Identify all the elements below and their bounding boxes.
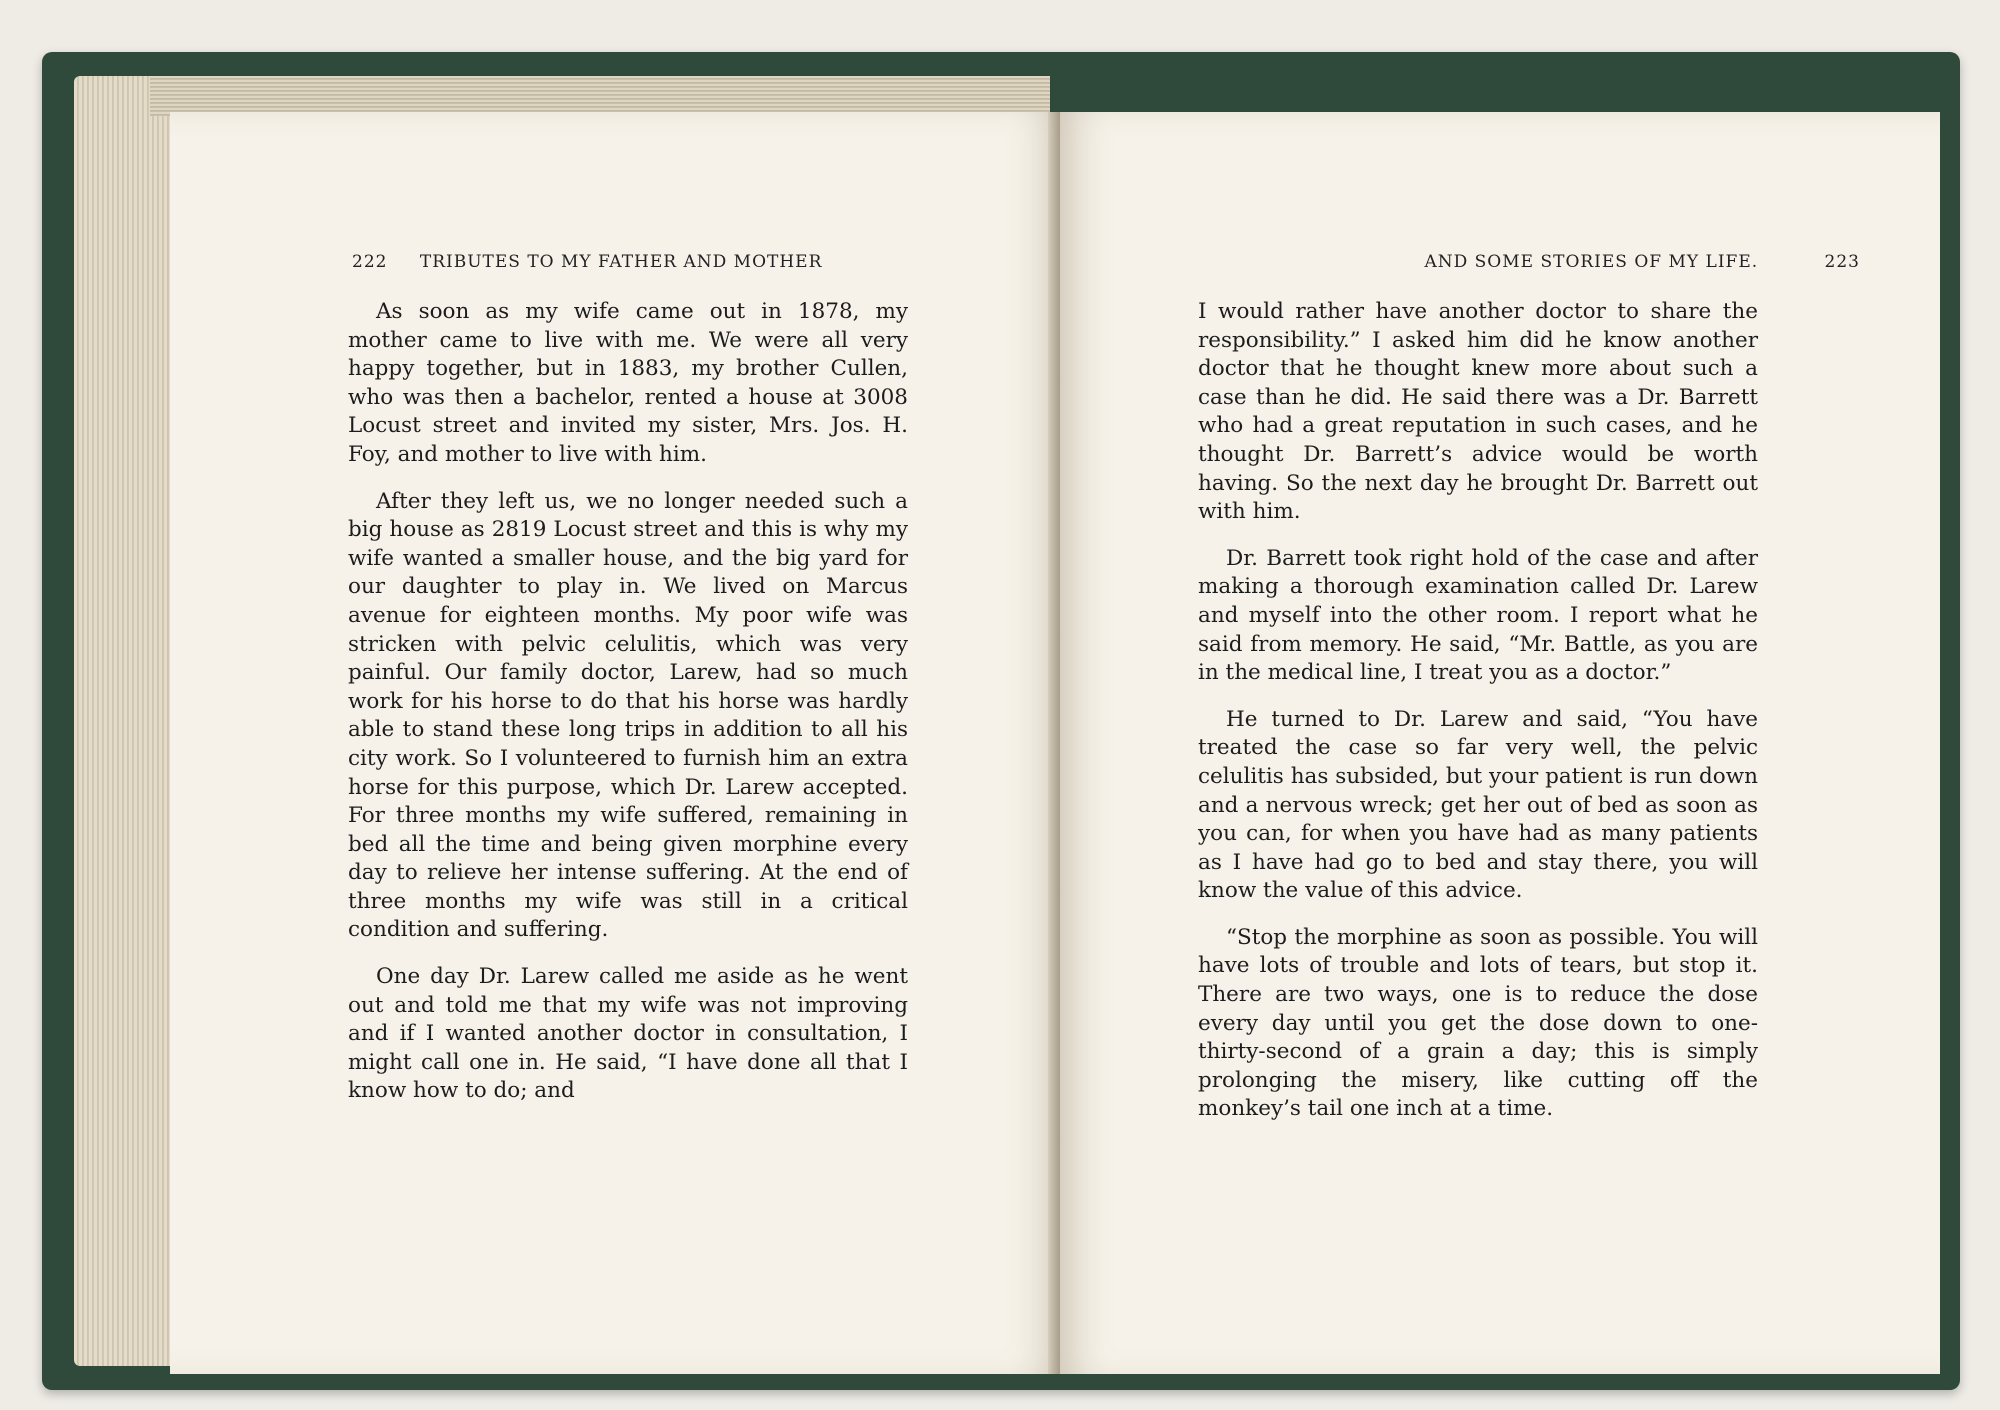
paragraph: One day Dr. Larew called me aside as he went out and told me that my wife was not improving and if I wanted another doctor in consultation, I might call one in. He said, “I have done all that I know how to do; and — [348, 964, 908, 1104]
left-body-text — [348, 298, 908, 1124]
paragraph: Dr. Barrett took right hold of the case and after making a thorough examination called Dr. Larew and myself into the other room. I report what he said from memory. He said, “Mr. Battle, as you are in the medical line, I treat you as a doctor.” — [1198, 545, 1758, 686]
right-page-number: 223 — [1824, 252, 1860, 272]
right-page — [1060, 112, 1940, 1374]
left-page — [170, 112, 1060, 1374]
right-running-head — [1060, 252, 1860, 282]
left-running-head — [352, 252, 822, 282]
page-top-edges — [150, 76, 1050, 116]
paragraph: “Stop the morphine as soon as possible. You will have lots of trouble and lots of tears, but stop it. There are two ways, one is to reduce the dose every day until you get the dose down to one-thirty-second of a grain a day; this is simply prolonging the misery, like cutting off the monkey’s tail one inch at a time. — [1198, 924, 1758, 1122]
left-head-title: TRIBUTES TO MY FATHER AND MOTHER — [419, 252, 823, 272]
paragraph: I would rather have another doctor to share the responsibility.” I asked him did he know another doctor that he thought knew more about such a case than he did. He said there was a Dr. Barrett who had a great reputation in such cases, and he thought Dr. Barrett’s advice would be worth having. So the next day he brought Dr. Barrett out with him. — [1198, 299, 1758, 525]
right-head-title: AND SOME STORIES OF MY LIFE. — [1424, 252, 1759, 272]
paragraph: After they left us, we no longer needed such a big house as 2819 Locust street and this is why my wife wanted a smaller house, and the big yard for our daughter to play in. We lived on Marcus avenue for eighteen months. My poor wife was stricken with pelvic celulitis, which was very painful. Our family doctor, Larew, had so much work for his horse to do that his horse was hardly able to stand these long trips in addition to all his city work. So I volunteered to furnish him an extra horse for this purpose, which Dr. Larew accepted. For three months my wife suffered, remaining in bed all the time and being given morphine every day to relieve her intense suffering. At the end of three months my wife was still in a critical condition and suffering. — [348, 488, 908, 943]
paragraph: He turned to Dr. Larew and said, “You have treated the case so far very well, the pelvic celulitis has subsided, but your patient is run down and a nervous wreck; get her out of bed as soon as you can, for when you have had as many patients as I have had go to bed and stay there, you will know the value of this advice. — [1198, 706, 1758, 904]
paragraph: As soon as my wife came out in 1878, my mother came to live with me. We were all very happy together, but in 1883, my brother Cullen, who was then a bachelor, rented a house at 3008 Locust street and invited my sister, Mrs. Jos. H. Foy, and mother to live with him. — [348, 299, 908, 467]
left-page-number: 222 — [352, 252, 388, 272]
right-body-text — [1198, 298, 1758, 1142]
